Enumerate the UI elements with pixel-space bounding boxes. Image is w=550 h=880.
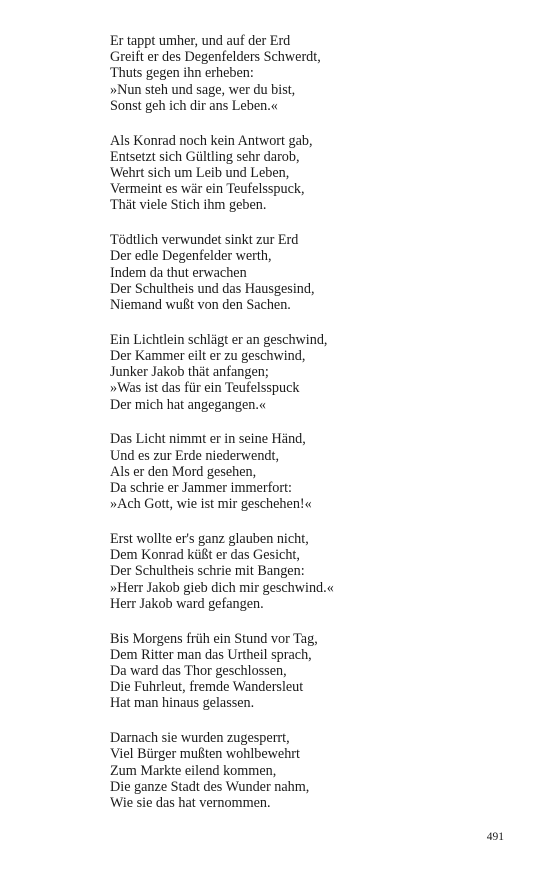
stanza-5 [110, 431, 530, 512]
verse-line: Ein Lichtlein schlägt er an geschwind, [110, 331, 328, 348]
verse-line: Der mich hat angegangen.« [110, 396, 267, 413]
verse-line: »Ach Gott, wie ist mir geschehen!« [110, 496, 312, 513]
verse-line: Bis Morgens früh ein Stund vor Tag, [110, 630, 318, 647]
verse-line: Die Fuhrleut, fremde Wandersleut [110, 679, 304, 696]
verse-line: Viel Bürger mußten wohlbewehrt [110, 746, 300, 763]
verse-line: Darnach sie wurden zugesperrt, [110, 730, 290, 747]
verse-line: »Nun steh und sage, wer du bist, [110, 81, 296, 98]
verse-line: Der Kammer eilt er zu geschwind, [110, 348, 306, 365]
verse-line: Der Schultheis schrie mit Bangen: [110, 563, 305, 580]
stanza-4 [110, 332, 530, 413]
stanza-7 [110, 631, 530, 712]
verse-line: Entsetzt sich Gültling sehr darob, [110, 148, 300, 165]
verse-line: Thät viele Stich ihm geben. [110, 197, 267, 214]
verse-line: Der edle Degenfelder werth, [110, 248, 272, 265]
verse-line: Da ward das Thor geschlossen, [110, 663, 287, 680]
stanza-1 [110, 33, 530, 114]
verse-line: Wie sie das hat vernommen. [110, 795, 271, 812]
verse-line: Herr Jakob ward gefangen. [110, 595, 264, 612]
verse-line: »Was ist das für ein Teufelsspuck [110, 380, 300, 397]
poem [110, 33, 530, 830]
stanza-3 [110, 232, 530, 313]
verse-line: »Herr Jakob gieb dich mir geschwind.« [110, 579, 334, 596]
verse-line: Der Schultheis und das Hausgesind, [110, 280, 315, 297]
verse-line: Niemand wußt von den Sachen. [110, 297, 291, 314]
verse-line: Die ganze Stadt des Wunder nahm, [110, 778, 310, 795]
verse-line: Tödtlich verwundet sinkt zur Erd [110, 232, 299, 249]
page-number: 491 [486, 831, 504, 843]
verse-line: Dem Konrad küßt er das Gesicht, [110, 547, 300, 564]
stanza-2 [110, 133, 530, 214]
verse-line: Junker Jakob thät anfangen; [110, 364, 269, 381]
verse-line: Vermeint es wär ein Teufelsspuck, [110, 181, 305, 198]
stanza-8 [110, 730, 530, 811]
verse-line: Thuts gegen ihn erheben: [110, 65, 254, 82]
verse-line: Das Licht nimmt er in seine Händ, [110, 431, 306, 448]
verse-line: Hat man hinaus gelassen. [110, 695, 255, 712]
verse-line: Indem da thut erwachen [110, 264, 247, 281]
verse-line: Er tappt umher, und auf der Erd [110, 33, 291, 49]
verse-line: Dem Ritter man das Urtheil sprach, [110, 646, 312, 663]
verse-line: Sonst geh ich dir ans Leben.« [110, 97, 278, 114]
verse-line: Greift er des Degenfelders Schwerdt, [110, 49, 321, 66]
verse-line: Und es zur Erde niederwendt, [110, 447, 280, 464]
stanza-6 [110, 531, 530, 612]
verse-line: Wehrt sich um Leib und Leben, [110, 165, 290, 182]
verse-line: Als Konrad noch kein Antwort gab, [110, 132, 313, 149]
verse-line: Erst wollte er's ganz glauben nicht, [110, 531, 309, 548]
verse-line: Zum Markte eilend kommen, [110, 762, 277, 779]
verse-line: Als er den Mord gesehen, [110, 463, 257, 480]
verse-line: Da schrie er Jammer immerfort: [110, 480, 292, 497]
